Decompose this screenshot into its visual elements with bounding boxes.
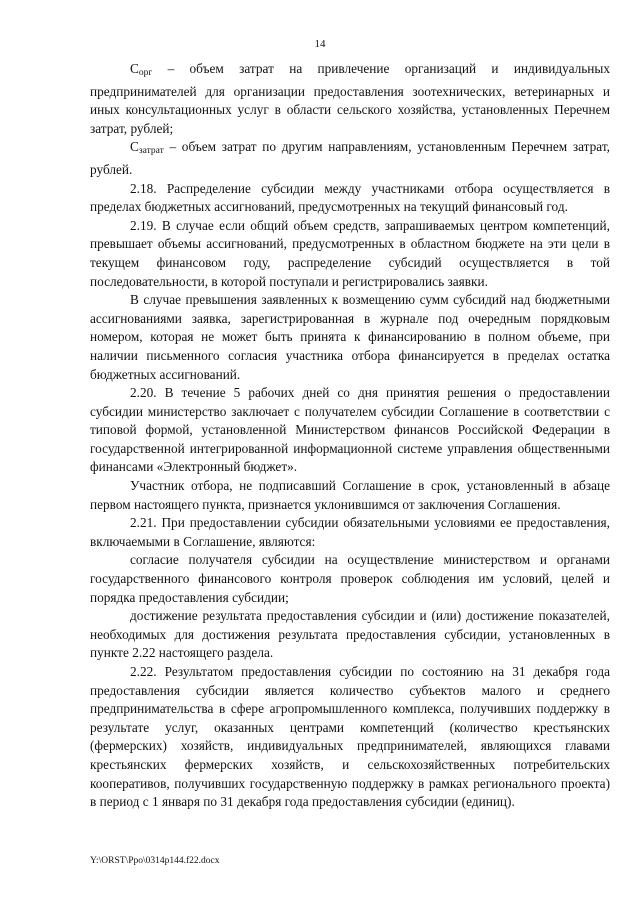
cost-subscript: затрат: [138, 146, 164, 157]
footer-file-path: Y:\ORST\Ppo\0314p144.f22.docx: [90, 856, 220, 866]
paragraph-2-20-evasion: Участник отбора, не подписавший Соглашение в срок, установленный в абзаце первом настоящего пункта, признается уклонившимся от заключения Соглашения.: [90, 478, 610, 512]
paragraph-c-org: [90, 60, 610, 138]
page-number: 14: [314, 38, 326, 50]
cost-symbol: С: [130, 61, 139, 76]
cost-subscript: орг: [138, 68, 153, 78]
paragraph-2-21-consent: согласие получателя субсидии на осуществление министерством и органами государственного финансового контроля проверок соблюдения им условий, целей и порядка предоставления субсидии;: [90, 552, 610, 605]
document-body: [90, 60, 610, 812]
paragraph-2-18: 2.18. Распределение субсидии между участниками отбора осуществляется в пределах бюджетных ассигнований, предусмотренных на текущий финансовый год.: [90, 180, 610, 215]
paragraph-text: – объем затрат по другим направлениям, установленным Перечнем затрат, рублей.: [90, 139, 610, 177]
paragraph-c-zatrat: [90, 138, 610, 179]
paragraph-2-21: 2.21. При предоставлении субсидии обязательными условиями ее предоставления, включаемыми в Соглашение, являются:: [90, 515, 610, 549]
paragraph-text: – объем затрат на привлечение организаций и индивидуальных предпринимателей для организации предоставления зоотехнических, ветеринарных и иных консультационных услуг в области сельского хозяйства, установленных Перечнем затрат, рублей;: [90, 61, 610, 136]
paragraph-2-22: 2.22. Результатом предоставления субсидии по состоянию на 31 декабря года предоставления субсидии является количество субъектов малого и среднего предпринимательства в сфере агропромышленного комплекса, получивших поддержку в результате услуг, оказанных центрами компетенций (количество крестьянских (фермерских) хозяйств, индивидуальных предпринимателей, являющихся главами крестьянских фермерских хозяйств, и сельскохозяйственных потребительских кооперативов, получивших государственную поддержку в рамках регионального проекта) в период с 1 января по 31 декабря года предоставления субсидии (единиц).: [90, 664, 610, 810]
paragraph-2-19: 2.19. В случае если общий объем средств, запрашиваемых центром компетенций, превышает объемы ассигнований, предусмотренных в областном бюджете на эти цели в текущем финансовом году, распределение субсидий осуществляется в той последовательности, в которой поступали и регистрировались заявки.: [90, 217, 610, 289]
paragraph-2-20: 2.20. В течение 5 рабочих дней со дня принятия решения о предоставлении субсидии министерство заключает с получателем субсидии Соглашение в соответствии с типовой формой, установленной Министерством финансов Российской Федерации в государственной интегрированной информационной системе управления общественными финансами «Электронный бюджет».: [90, 385, 610, 475]
paragraph-2-19-excess: В случае превышения заявленных к возмещению сумм субсидий над бюджетными ассигнованиями заявка, зарегистрированная в журнале под очередным порядковым номером, которая не может быть принята к финансированию в полном объеме, при наличии письменного согласия участника отбора финансируется в пределах остатка бюджетных ассигнований.: [90, 292, 610, 382]
paragraph-2-21-result: достижение результата предоставления субсидии и (или) достижение показателей, необходимых для достижения результата предоставления субсидии, установленных в пункте 2.22 настоящего раздела.: [90, 608, 610, 661]
cost-symbol: С: [130, 139, 139, 155]
